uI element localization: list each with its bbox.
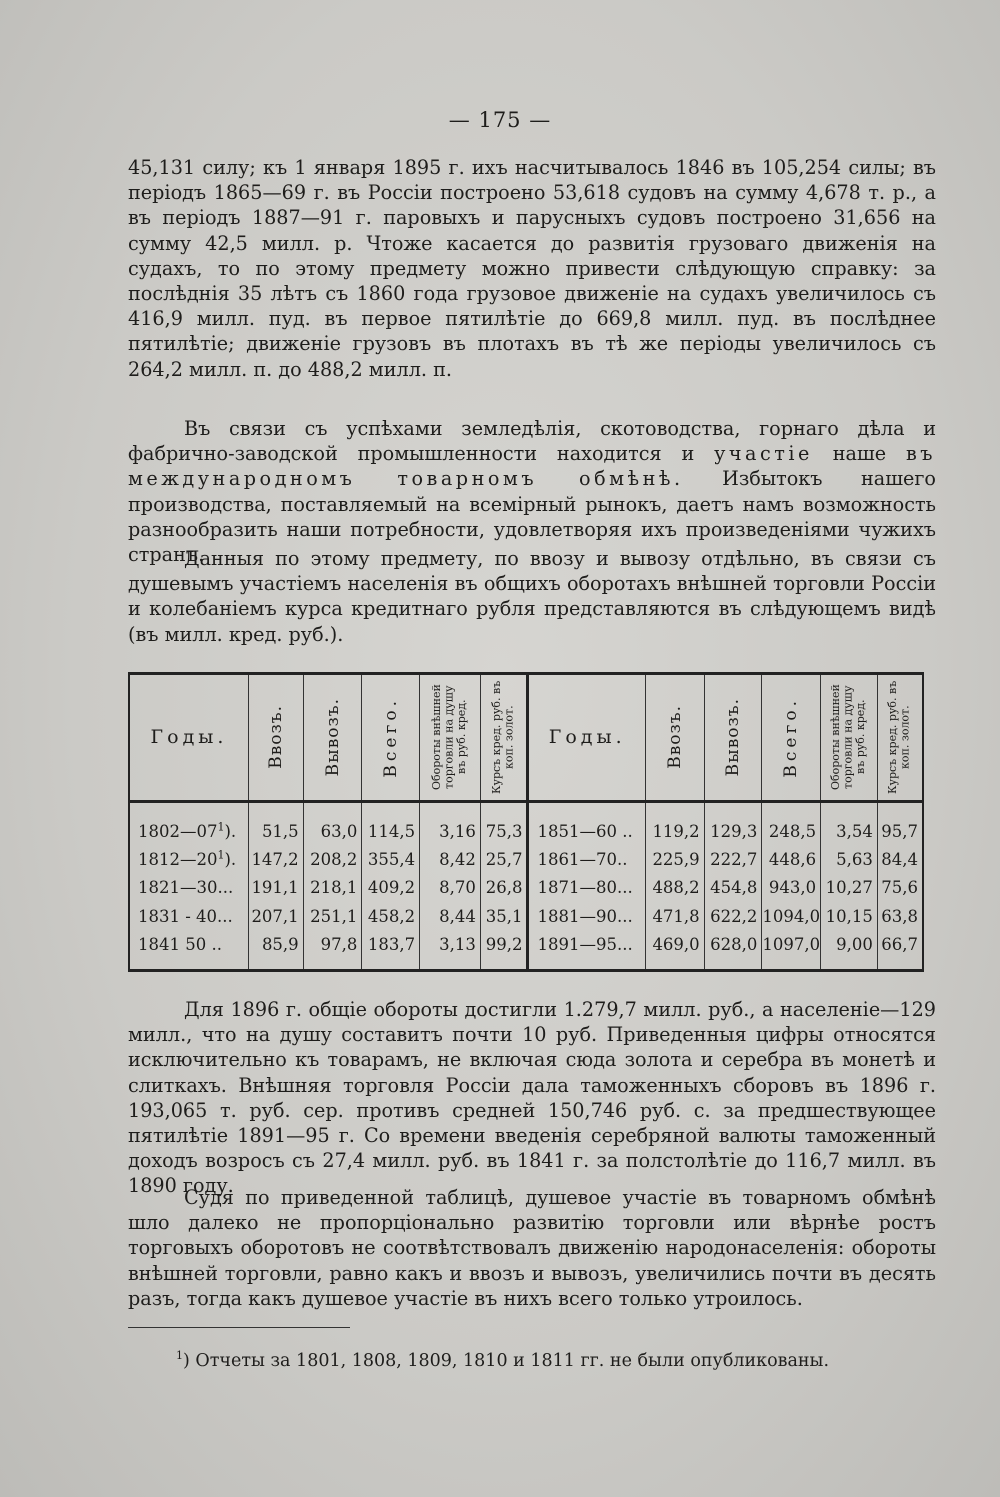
cell-left-export: 218,1: [303, 874, 362, 902]
p2-text-1: Въ связи съ успѣхами земледѣлія, скотоводства, горнаго дѣла и фабрично-заводской промышленности находится и: [128, 417, 936, 466]
p2-spaced-2: въ международномъ товарномъ обмѣнѣ.: [128, 442, 936, 491]
cell-left-rate: 99,2: [480, 930, 528, 969]
header-years-left: Годы.: [129, 675, 249, 801]
cell-right-year: 1881—90...: [528, 902, 645, 930]
header-import-right: Ввозъ.: [645, 675, 704, 801]
table-header-row: [129, 675, 923, 801]
cell-left-year: 1821—30...: [129, 874, 249, 902]
cell-right-per-capita: 10,27: [821, 874, 878, 902]
page-number: — 175 —: [448, 108, 552, 132]
cell-right-per-capita: 9,00: [821, 930, 878, 969]
cell-right-import: 119,2: [645, 801, 704, 846]
cell-left-per-capita: 8,70: [420, 874, 481, 902]
cell-right-export: 628,0: [704, 930, 762, 969]
cell-right-import: 469,0: [645, 930, 704, 969]
cell-left-import: 85,9: [249, 930, 304, 969]
paragraph-shipping: 45,131 силу; къ 1 января 1895 г. ихъ насчитывалось 1846 въ 105,254 силы; въ періодъ 1865—69 г. въ Россіи построено 53,618 судовъ на сумму 4,678 т. р., а въ періодъ 1887—91 г. паровыхъ и парусныхъ судовъ построено 31,656 на сумму 42,5 милл. р. Чтоже касается до развитія грузоваго движенія на судахъ, то по этому предмету можно привести слѣдующую справку: за послѣднія 35 лѣтъ съ 1860 года грузовое движеніе на судахъ увеличилось съ 416,9 милл. пуд. въ первое пятилѣтіе до 669,8 милл. пуд. въ послѣднее пятилѣтіе; движеніе грузовъ въ плотахъ въ тѣ же періоды увеличилось съ 264,2 милл. п. до 488,2 милл. п.: [128, 156, 936, 381]
trade-table: [128, 675, 924, 969]
cell-left-year: 1831 - 40...: [129, 902, 249, 930]
cell-right-export: 222,7: [704, 846, 762, 874]
table-row: [129, 930, 923, 969]
cell-right-per-capita: 10,15: [821, 902, 878, 930]
cell-left-export: 63,0: [303, 801, 362, 846]
cell-right-rate: 75,6: [877, 874, 923, 902]
cell-left-per-capita: 8,42: [420, 846, 481, 874]
cell-left-rate: 75,3: [480, 801, 528, 846]
header-import-left: Ввозъ.: [249, 675, 304, 801]
cell-right-total: 448,6: [762, 846, 821, 874]
cell-left-total: 183,7: [362, 930, 420, 969]
cell-right-per-capita: 5,63: [821, 846, 878, 874]
paragraph-trade-participation: [128, 416, 936, 567]
cell-left-year: 1841 50 ..: [129, 930, 249, 969]
cell-right-per-capita: 3,54: [821, 801, 878, 846]
cell-left-year: $1802—07^1$).: [129, 801, 249, 846]
cell-left-year: $1812—20^1$).: [129, 846, 249, 874]
cell-left-import: 207,1: [249, 902, 304, 930]
header-total-right: Всего.: [762, 675, 821, 801]
p2-spaced-1: участіе: [714, 442, 813, 466]
cell-right-year: 1871—80...: [528, 874, 645, 902]
cell-left-total: 458,2: [362, 902, 420, 930]
cell-left-rate: 26,8: [480, 874, 528, 902]
paragraph-table-intro: Данныя по этому предмету, по ввозу и вывозу отдѣльно, въ связи съ душевымъ участіемъ населенія въ общихъ оборотахъ внѣшней торговли Россіи и колебаніемъ курса кредитнаго рубля представляются въ слѣдующемъ видѣ (въ милл. кред. руб.).: [128, 547, 936, 646]
paragraph-conclusion: Судя по приведенной таблицѣ, душевое участіе въ товарномъ обмѣнѣ шло далеко не пропорціонально развитію торговли или вѣрнѣе ростъ торговыхъ оборотовъ не соотвѣтствовалъ движенію народонаселенія: обороты внѣшней торговли, равно какъ и ввозъ и вывозъ, увеличились почти въ десять разъ, тогда какъ душевое участіе въ нихъ всего только утроилось.: [128, 1186, 936, 1310]
header-export-left: Вывозъ.: [303, 675, 362, 801]
cell-right-import: 225,9: [645, 846, 704, 874]
cell-right-total: 943,0: [762, 874, 821, 902]
trade-table-frame: [128, 672, 924, 972]
header-years-right: Годы.: [528, 675, 645, 801]
cell-left-rate: 35,1: [480, 902, 528, 930]
cell-left-total: 355,4: [362, 846, 420, 874]
table-row: [129, 801, 923, 846]
cell-left-total: 114,5: [362, 801, 420, 846]
table-row: [129, 874, 923, 902]
cell-right-export: 454,8: [704, 874, 762, 902]
cell-left-per-capita: 3,13: [420, 930, 481, 969]
header-total-left: Всего.: [362, 675, 420, 801]
cell-right-rate: 63,8: [877, 902, 923, 930]
footnote-text: ) Отчеты за 1801, 1808, 1809, 1810 и 1811 гг. не были опубликованы.: [183, 1351, 830, 1371]
cell-right-total: 1097,0: [762, 930, 821, 969]
cell-left-rate: 25,7: [480, 846, 528, 874]
header-per-capita-right: Обороты внѣшней торговли на душу въ руб. кред.: [821, 675, 878, 801]
footnote: [176, 1350, 936, 1372]
table-row: [129, 846, 923, 874]
paragraph-1896-turnover: Для 1896 г. общіе обороты достигли 1.279,7 милл. руб., а населеніе—129 милл., что на душу составитъ почти 10 руб. Приведенныя цифры относятся исключительно къ товарамъ, не включая сюда золота и серебра въ монетѣ и слиткахъ. Внѣшняя торговля Россіи дала таможенныхъ сборовъ въ 1896 г. 193,065 т. руб. сер. противъ средней 150,746 руб. с. за предшествующее пятилѣтіе 1891—95 г. Со времени введенія серебряной валюты таможенный доходъ возросъ съ 27,4 милл. руб. въ 1841 г. за полстолѣтіе до 116,7 милл. въ 1890 году.: [128, 998, 936, 1198]
cell-right-export: 622,2: [704, 902, 762, 930]
p2-text-2: наше: [812, 442, 906, 466]
cell-right-export: 129,3: [704, 801, 762, 846]
cell-left-export: 97,8: [303, 930, 362, 969]
header-rate-right: Курсъ кред. руб. въ коп. золот.: [877, 675, 923, 801]
cell-left-per-capita: 3,16: [420, 801, 481, 846]
cell-left-export: 208,2: [303, 846, 362, 874]
cell-right-year: 1851—60 ..: [528, 801, 645, 846]
footnote-mark: 1: [176, 1349, 183, 1363]
cell-right-total: 1094,0: [762, 902, 821, 930]
table-body: [129, 801, 923, 969]
cell-left-export: 251,1: [303, 902, 362, 930]
footnote-ref: 1: [217, 848, 225, 862]
cell-right-import: 471,8: [645, 902, 704, 930]
cell-right-rate: 95,7: [877, 801, 923, 846]
header-export-right: Вывозъ.: [704, 675, 762, 801]
cell-left-import: 51,5: [249, 801, 304, 846]
p2-text-3: Избытокъ нашего производства, поставляемый на всемірный рынокъ, даетъ намъ возможность разнообразить наши потребности, удовлетворяя ихъ произведеніями чужихъ странъ.: [128, 467, 936, 567]
footnote-ref: 1: [217, 820, 225, 834]
cell-left-import: 147,2: [249, 846, 304, 874]
cell-right-rate: 84,4: [877, 846, 923, 874]
cell-right-year: 1861—70..: [528, 846, 645, 874]
cell-right-rate: 66,7: [877, 930, 923, 969]
footnote-divider: [128, 1327, 350, 1328]
header-per-capita-left: Обороты внѣшней торговли на душу въ руб. кред.: [420, 675, 481, 801]
cell-left-import: 191,1: [249, 874, 304, 902]
cell-right-total: 248,5: [762, 801, 821, 846]
header-rate-left: Курсъ кред. руб. въ коп. золот.: [480, 675, 528, 801]
cell-right-year: 1891—95...: [528, 930, 645, 969]
cell-left-total: 409,2: [362, 874, 420, 902]
table-row: [129, 902, 923, 930]
cell-right-import: 488,2: [645, 874, 704, 902]
cell-left-per-capita: 8,44: [420, 902, 481, 930]
